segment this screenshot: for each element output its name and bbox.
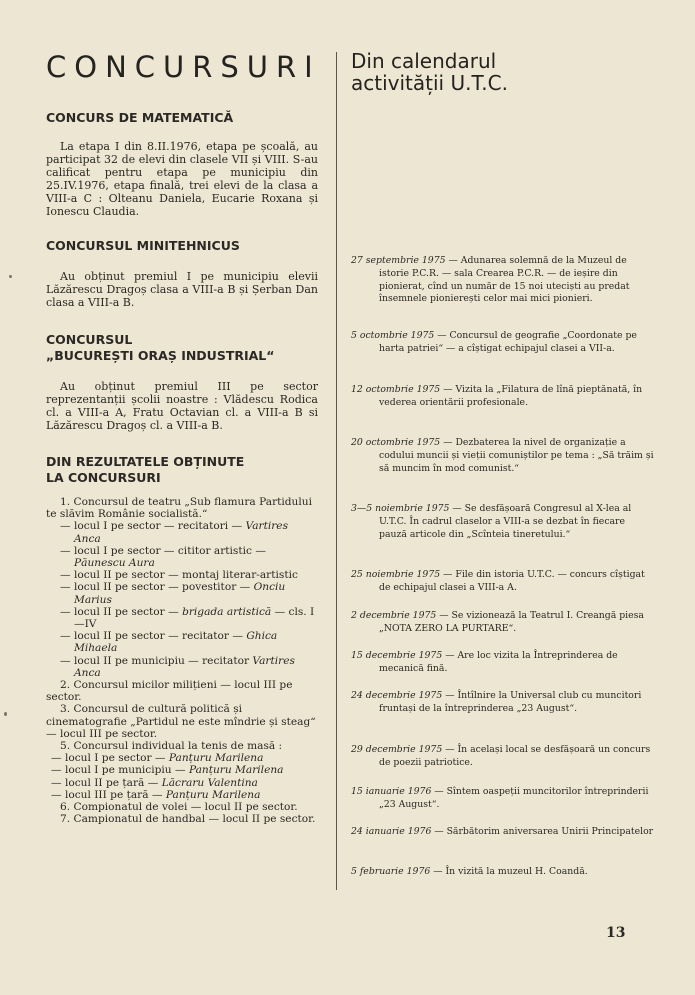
section-title-results (46, 454, 318, 486)
section-title-bucuresti (46, 332, 318, 364)
section-title-math: CONCURS DE MATEMATICĂ (46, 110, 234, 125)
section-title-bucuresti-l1: CONCURSUL (46, 332, 133, 347)
page-number: 13 (606, 925, 626, 941)
result-subitem: — locul II pe sector — povestitor — Onciu Marius (60, 581, 286, 606)
section-title-minitehnicus: CONCURSUL MINITEHNICUS (46, 238, 240, 253)
calendar-entry: 12 octombrie 1975 — Vizita la „Filatura de lînă pieptănată, în vederea orientării profesionale. (351, 384, 643, 408)
calendar-entry: 27 septembrie 1975 — Adunarea solemnă de la Muzeul de istorie P.C.R. — sala Crearea P.C.R. — de ieșire din pionierat, cînd un număr de 15 noi uteciști au predat însemnele pionierești celor mai mici pionieri. (351, 255, 630, 305)
margin-speck (9, 275, 12, 278)
result-subitem: — locul I pe sector — recitatori — Vartires Anca (60, 520, 289, 545)
calendar-entry: 3—5 noiembrie 1975 — Se desfășoară Congresul al X-lea al U.T.C. În cadrul claselor a VIII-a se dezbat în fiecare pauză articole din „Scînteia tineretului.“ (351, 503, 632, 540)
section-title-results-l2: LA CONCURSURI (46, 470, 161, 485)
result-subitem: — locul I pe sector — cititor artistic — Păunescu Aura (60, 544, 266, 570)
result-item: 2. Concursul micilor milițieni — locul III pe sector. (46, 679, 293, 704)
result-subitem: — locul II pe sector — montaj literar-artistic (60, 569, 298, 582)
calendar-title (351, 50, 627, 94)
calendar-entry: 24 ianuarie 1976 — Sărbătorim aniversarea Unirii Principatelor (351, 826, 654, 837)
result-subitem: — locul I pe sector — Panțuru Marilena (51, 752, 264, 765)
calendar-entry: 29 decembrie 1975 — În același local se desfășoară un concurs de poezii patriotice. (351, 744, 651, 768)
right-column (351, 49, 654, 877)
column-divider (336, 52, 337, 890)
result-item: 1. Concursul de teatru „Sub flamura Partidului te slăvim Românie socialistă.“ (46, 496, 312, 521)
calendar-entry: 15 decembrie 1975 — Are loc vizita la Întreprinderea de mecanică fină. (351, 650, 618, 674)
result-item: 5. Concursul individual la tenis de masă : (60, 740, 283, 753)
left-column (46, 50, 321, 826)
calendar-entry: 24 decembrie 1975 — Întîlnire la Universal club cu muncitori fruntași de la întreprinderea „23 August“. (351, 690, 642, 714)
calendar-title-l1: Din calendarul (351, 49, 497, 73)
results-list (46, 496, 318, 825)
result-subitem: — locul I pe municipiu — Panțuru Marilena (51, 764, 284, 777)
result-item: 7. Campionatul de handbal — locul II pe sector. (60, 813, 316, 826)
calendar-entry: 2 decembrie 1975 — Se vizionează la Teatrul I. Creangă piesa „NOTA ZERO LA PURTARE“. (351, 610, 644, 634)
result-item: 3. Concursul de cultură politică și cinematografie „Partidul ne este mîndrie și steag“ — locul III pe sector. (46, 703, 316, 740)
section-text-bucuresti: Au obținut premiul III pe sector reprezentanții școlii noastre : Vlădescu Rodica cl. a VIII-a A, Fratu Octavian cl. a VIII-a B si Lăzărescu Dragoș cl. a VIII-a B. (46, 380, 318, 432)
margin-speck (4, 712, 7, 716)
result-subitem: — locul II pe țară — Lăcraru Valentina (51, 776, 258, 789)
result-subitem: — locul II pe municipiu — recitator Vartires Anca (60, 654, 295, 679)
calendar-title-l2: activității U.T.C. (351, 71, 508, 95)
calendar-entry: 25 noiembrie 1975 — File din istoria U.T.C. — concurs cîștigat de echipajul clasei a VIII-a A. (351, 569, 645, 593)
section-text-math: La etapa I din 8.II.1976, etapa pe școală, au participat 32 de elevi din clasele VII și VIII. S-au calificat pentru etapa pe municipiu din 25.IV.1976, etapa finală, trei elevi de la clasa a VIII-a C : Olteanu Daniela, Eucarie Roxana și Ionescu Claudia. (46, 140, 318, 218)
section-title-results-l1: DIN REZULTATELE OBȚINUTE (46, 454, 245, 469)
result-subitem: — locul II pe sector — brigada artistică — cls. I—IV (60, 605, 315, 631)
section-title-bucuresti-l2: „BUCUREȘTI ORAȘ INDUSTRIAL“ (46, 348, 275, 363)
result-subitem: — locul III pe țară — Panțuru Marilena (51, 788, 261, 801)
page-title: CONCURSURI (46, 50, 321, 84)
result-subitem: — locul II pe sector — recitator — Ghica Mihaela (60, 630, 278, 655)
calendar-entry: 5 octombrie 1975 — Concursul de geografie „Coordonate pe harta patriei“ — a cîștigat echipajul clasei a VII-a. (351, 330, 637, 354)
calendar-entry: 5 februarie 1976 — În vizită la muzeul H. Coandă. (351, 866, 588, 877)
calendar-entry: 20 octombrie 1975 — Dezbaterea la nivel de organizație a codului muncii și vieții comuniștilor pe tema : „Să trăim și să muncim în mod comunist.“ (351, 437, 654, 474)
result-item: 6. Compionatul de volei — locul II pe sector. (60, 801, 298, 814)
section-text-minitehnicus: Au obținut premiul I pe municipiu elevii Lăzărescu Dragoș clasa a VIII-a B și Șerban Dan clasa a VIII-a B. (46, 270, 318, 309)
calendar-entry: 15 ianuarie 1976 — Sîntem oaspeții muncitorilor întreprinderii „23 August“. (351, 786, 649, 810)
